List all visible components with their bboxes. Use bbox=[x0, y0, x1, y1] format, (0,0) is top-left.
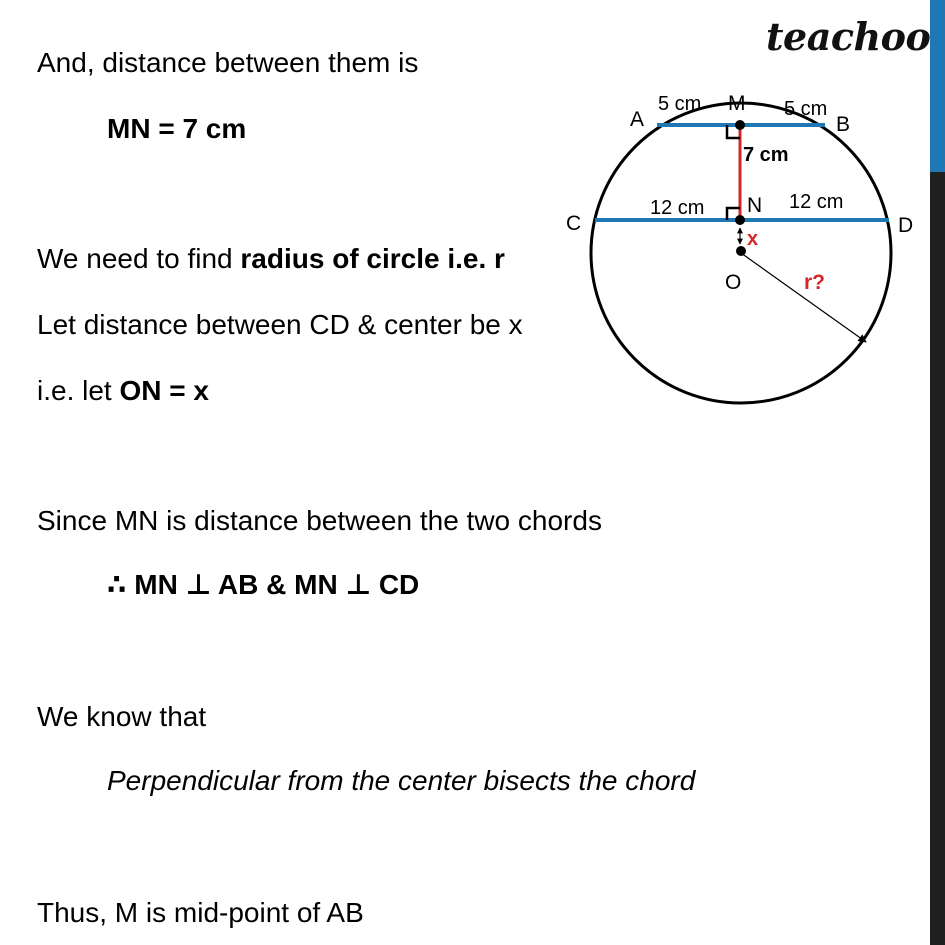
text-line-let-on bbox=[37, 374, 209, 408]
point-m bbox=[735, 120, 745, 130]
text-line-let-distance: Let distance between CD & center be x bbox=[37, 309, 523, 340]
label-cn-length: 12 cm bbox=[650, 197, 705, 219]
label-o: O bbox=[725, 271, 742, 294]
scrollbar-thumb bbox=[930, 0, 945, 172]
label-x: x bbox=[747, 228, 759, 250]
label-m: M bbox=[728, 92, 746, 115]
mn-value-bold: MN = 7 cm bbox=[107, 113, 247, 144]
side-scrollbar bbox=[930, 0, 945, 945]
label-a: A bbox=[630, 108, 645, 131]
text-line-mn-value bbox=[107, 112, 246, 146]
label-am-length: 5 cm bbox=[658, 93, 702, 115]
label-n: N bbox=[747, 194, 763, 217]
radius-arrow bbox=[741, 253, 866, 342]
label-mn-length: 7 cm bbox=[743, 144, 789, 166]
let-on-prefix: i.e. let bbox=[37, 375, 120, 406]
point-o bbox=[736, 246, 746, 256]
text-line-theorem: Perpendicular from the center bisects the chord bbox=[107, 765, 696, 796]
text-line-since-mn: Since MN is distance between the two chords bbox=[37, 505, 602, 536]
text-line-midpoint: Thus, M is mid-point of AB bbox=[37, 897, 364, 928]
label-mb-length: 5 cm bbox=[784, 98, 828, 120]
text-line-distance: And, distance between them is bbox=[37, 47, 419, 78]
circle-chords-diagram bbox=[550, 80, 930, 420]
find-radius-bold: radius of circle i.e. r bbox=[240, 243, 505, 274]
label-b: B bbox=[836, 113, 851, 136]
perpendicular-bold: ∴ MN ⊥ AB & MN ⊥ CD bbox=[107, 569, 420, 600]
label-d: D bbox=[898, 214, 914, 237]
text-line-find-radius bbox=[37, 242, 505, 276]
teachoo-logo: teachoo bbox=[766, 14, 931, 59]
label-c: C bbox=[566, 212, 582, 235]
let-on-bold: ON = x bbox=[119, 375, 209, 406]
point-n bbox=[735, 215, 745, 225]
find-radius-prefix: We need to find bbox=[37, 243, 241, 274]
text-line-we-know: We know that bbox=[37, 701, 207, 732]
label-nd-length: 12 cm bbox=[789, 191, 844, 213]
label-radius: r? bbox=[804, 271, 825, 294]
text-line-perpendicular bbox=[107, 568, 419, 602]
